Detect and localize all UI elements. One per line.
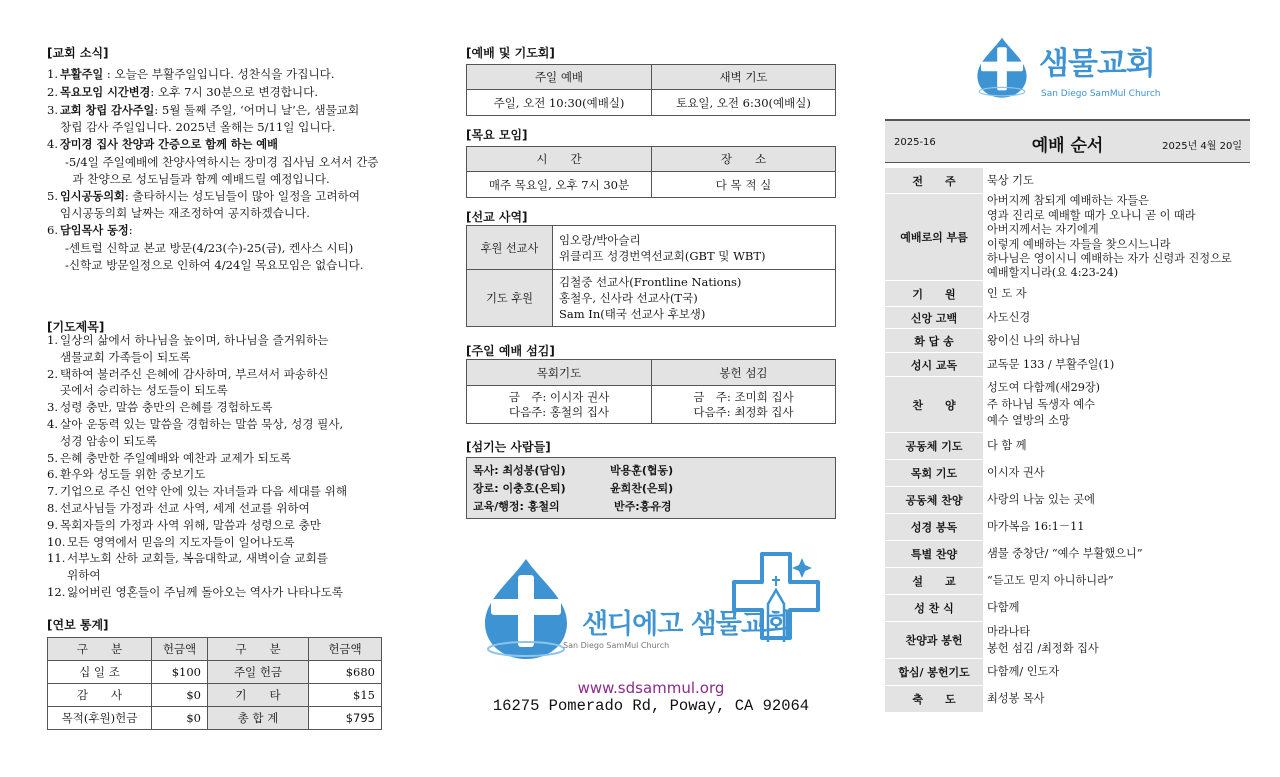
order-value-line: 왕이신 나의 하나님 xyxy=(987,333,1081,347)
order-label: 기 원 xyxy=(885,281,983,307)
news-line xyxy=(47,222,417,240)
worship-value: 주일, 오전 10:30(예배실) xyxy=(467,90,652,116)
order-value xyxy=(983,194,1250,281)
duty-line: 다음주: 홍철의 집사 xyxy=(508,404,610,419)
offering-table xyxy=(47,637,382,730)
prayer-item xyxy=(47,500,417,517)
news-title: [교회 소식] xyxy=(47,46,109,60)
prayer-line: 성경 암송이 되도록 xyxy=(60,433,157,448)
news-label: 목요모임 시간변경 xyxy=(60,85,151,99)
bulletin-date: 2025년 4월 20일 xyxy=(1162,141,1242,152)
worship-prayer-table xyxy=(466,64,836,116)
mission-line: 위클리프 성경번역선교회(GBT 및 WBT) xyxy=(559,248,766,263)
news-item xyxy=(47,66,417,84)
news-line xyxy=(47,188,417,206)
order-value xyxy=(983,281,1250,307)
prayer-number: 5. xyxy=(47,450,59,465)
offering-cell: 감 사 xyxy=(48,684,152,707)
offering-title: [연보 통계] xyxy=(47,618,109,632)
order-value-line: 성도여 다함께(새29장) xyxy=(987,381,1100,395)
duty-header: 봉헌 섬김 xyxy=(652,360,836,386)
prayer-line: 목회자들의 가정과 사역 위해, 말씀과 성령으로 충만 xyxy=(60,517,321,532)
order-value xyxy=(983,460,1250,487)
order-value-line: 이렇게 예배하는 자들을 찾으시느니라 xyxy=(987,237,1171,251)
bottom-logo-name: 샌디에고 샘물교회 xyxy=(582,609,792,640)
prayer-number: 12. xyxy=(47,584,66,599)
news-sub-line: -5/4일 주일예배에 찬양사역하시는 장미경 집사님 오셔서 간증 xyxy=(65,154,379,169)
order-label: 성 찬 식 xyxy=(885,595,983,622)
order-title: 예배 순서 xyxy=(1031,136,1104,156)
news-number: 4. xyxy=(47,137,59,152)
offering-header: 구 분 xyxy=(48,638,152,661)
offering-cell: 기 타 xyxy=(208,684,309,707)
worship-header: 주일 예배 xyxy=(467,65,652,90)
news-label: 장미경 집사 찬양과 간증으로 함께 하는 예배 xyxy=(60,138,278,152)
order-value-line: 예배할지니라(요 4:23-24) xyxy=(987,266,1119,280)
news-line xyxy=(47,102,417,120)
order-label: 성경 봉독 xyxy=(885,514,983,541)
order-row xyxy=(885,622,1250,659)
order-label: 특별 찬양 xyxy=(885,541,983,568)
order-value xyxy=(983,622,1250,659)
order-row xyxy=(885,541,1250,568)
servants-title: [섬기는 사람들] xyxy=(466,440,551,454)
prayer-title: [기도제목] xyxy=(47,320,105,334)
water-drop-cross-icon xyxy=(969,34,1035,100)
news-sub-line: -센트럴 신학교 본교 방문(4/23(수)-25(금), 켄사스 시티) xyxy=(65,240,354,255)
order-label: 신앙 고백 xyxy=(885,307,983,329)
servant-name: 교육/행정: 홍철의 xyxy=(473,500,560,513)
prayer-item xyxy=(47,450,417,467)
offering-total-value: $795 xyxy=(309,707,382,730)
news-text: : 오후 7시 30분으로 변경합니다. xyxy=(150,84,319,99)
news-item xyxy=(47,188,417,223)
order-label: 예배로의 부름 xyxy=(885,194,983,281)
order-value xyxy=(983,541,1250,568)
order-label: 축 도 xyxy=(885,686,983,713)
bulletin-number: 2025-16 xyxy=(894,137,936,148)
servant-name: 윤희찬(은퇴) xyxy=(610,482,674,495)
prayer-item xyxy=(47,466,417,483)
mission-table xyxy=(466,225,836,327)
order-value-line: 봉헌 섬김 /최정화 집사 xyxy=(987,641,1099,655)
thursday-header: 시 간 xyxy=(467,147,652,172)
order-list xyxy=(885,168,1250,713)
thursday-title: [목요 모임] xyxy=(466,128,528,142)
prayer-line: 위하여 xyxy=(67,568,101,583)
prayer-number: 10. xyxy=(47,534,66,549)
thursday-table xyxy=(466,146,836,198)
prayer-number: 4. xyxy=(47,416,59,431)
order-label: 찬 양 xyxy=(885,377,983,433)
prayer-number: 8. xyxy=(47,500,59,515)
news-number: 5. xyxy=(47,188,59,203)
news-number: 3. xyxy=(47,102,59,117)
service-duty-table xyxy=(466,359,836,424)
church-address: 16275 Pomerado Rd, Poway, CA 92064 xyxy=(492,697,810,715)
order-row xyxy=(885,377,1250,433)
prayer-number: 11. xyxy=(47,551,66,566)
mission-label: 후원 선교사 xyxy=(467,226,553,270)
worship-header: 새벽 기도 xyxy=(652,65,836,90)
order-value-line: 아버지께서는 자기에게 xyxy=(987,223,1099,237)
prayer-item xyxy=(47,399,417,416)
offering-cell: $0 xyxy=(152,707,208,730)
order-value-line: 교독문 133 / 부활주일(1) xyxy=(987,357,1115,371)
order-row xyxy=(885,307,1250,329)
mission-line: 김철중 선교사(Frontline Nations) xyxy=(559,275,742,289)
news-text: : 5월 둘째 주일, ‘어머니 날’은, 샘물교회 xyxy=(154,102,360,117)
prayer-line: 기업으로 주신 언약 안에 있는 자녀들과 다음 세대를 위해 xyxy=(60,484,348,499)
servant-name: 박용훈(협동) xyxy=(610,464,674,477)
order-value xyxy=(983,568,1250,595)
news-text: : 오늘은 부활주일입니다. 성찬식을 가집니다. xyxy=(103,67,335,81)
news-item xyxy=(47,102,417,137)
prayer-item xyxy=(47,584,417,601)
prayer-item xyxy=(47,416,417,450)
order-label: 찬양과 봉헌 xyxy=(885,622,983,659)
order-value-line: 다 함 께 xyxy=(987,439,1027,453)
mission-label: 기도 후원 xyxy=(467,270,553,327)
news-item xyxy=(47,136,417,187)
church-logo-top xyxy=(969,32,1229,104)
mission-line: 임오랑/박아슬리 xyxy=(559,232,641,247)
order-row xyxy=(885,487,1250,514)
offering-cell: 주일 헌금 xyxy=(208,661,309,684)
order-row xyxy=(885,194,1250,281)
offering-cell: $15 xyxy=(309,684,382,707)
order-value-line: 마라나타 xyxy=(987,625,1031,638)
prayer-line: 샘물교회 가족들이 되도록 xyxy=(60,349,191,364)
duty-header: 목회기도 xyxy=(467,360,652,386)
order-row xyxy=(885,353,1250,377)
prayer-item xyxy=(47,534,417,551)
prayer-line: 은혜 충만한 주일예배와 예찬과 교제가 되도록 xyxy=(60,450,292,465)
order-value xyxy=(983,307,1250,329)
servants-box xyxy=(466,457,836,519)
offering-header: 헌금액 xyxy=(309,638,382,661)
offering-cell: 목적(후원)헌금 xyxy=(48,707,152,730)
order-label: 설 교 xyxy=(885,568,983,595)
prayer-number: 2. xyxy=(47,366,59,381)
order-row xyxy=(885,460,1250,487)
news-line xyxy=(47,66,417,84)
offering-total-label: 총 합 계 xyxy=(208,707,309,730)
order-value-line: 묵상 기도 xyxy=(987,173,1034,187)
news-number: 1. xyxy=(47,67,59,81)
order-value-line: 주 하나님 독생자 예수 xyxy=(987,397,1095,411)
order-header xyxy=(885,119,1250,163)
prayer-line: 선교사님들 가정과 선교 사역, 세계 선교를 위하여 xyxy=(60,500,310,515)
prayer-line: 모든 영역에서 믿음의 지도자들이 일어나도록 xyxy=(67,534,295,549)
duty-line: 다음주: 최정화 집사 xyxy=(693,404,794,419)
order-row xyxy=(885,659,1250,686)
order-value xyxy=(983,595,1250,622)
worship-value: 토요일, 오전 6:30(예배실) xyxy=(652,90,836,116)
duty-line: 금 주: 조미희 집사 xyxy=(693,389,794,404)
prayer-line: 일상의 삶에서 하나님을 높이며, 하나님을 즐거워하는 xyxy=(60,333,329,347)
servant-name: 목사: 최성봉(담임) xyxy=(473,464,566,477)
news-line xyxy=(47,136,417,154)
order-value-line: 샘물 중창단/ “예수 부활했으니” xyxy=(987,547,1143,561)
order-value-line: 다함께 xyxy=(987,601,1020,615)
news-text: : xyxy=(128,223,133,238)
order-label: 공동체 기도 xyxy=(885,433,983,460)
news-sub-line: 창립 감사 주일입니다. 2025년 올해는 5/11일 입니다. xyxy=(60,120,336,135)
order-value-line: 영과 진리로 예배할 때가 오나니 곧 이 때라 xyxy=(987,208,1196,222)
prayer-line: 곳에서 승리하는 성도들이 되도록 xyxy=(60,383,228,398)
order-value xyxy=(983,377,1250,433)
thursday-header: 장 소 xyxy=(652,147,836,172)
prayer-line: 서부노회 산하 교회들, 복음대학교, 새벽이슬 교회를 xyxy=(67,551,328,566)
news-text: : 출타하시는 성도님들이 많아 일정을 고려하여 xyxy=(124,188,360,203)
order-label: 공동체 찬양 xyxy=(885,487,983,514)
order-row xyxy=(885,595,1250,622)
church-logo-large xyxy=(466,548,836,668)
website-link[interactable]: www.sdsammul.org xyxy=(577,679,725,697)
prayer-list xyxy=(47,332,417,601)
prayer-item xyxy=(47,483,417,500)
prayer-item xyxy=(47,550,417,584)
order-row xyxy=(885,514,1250,541)
order-value-line: 예수 열방의 소망 xyxy=(987,414,1070,428)
order-label: 성시 교독 xyxy=(885,353,983,377)
mission-line: Sam In(태국 선교사 후보생) xyxy=(559,307,706,321)
news-label: 부활주일 xyxy=(60,68,104,81)
order-value-line: 다함께/ 인도자 xyxy=(987,665,1060,679)
news-sub-line: 임시공동의회 날짜는 재조정하여 공지하겠습니다. xyxy=(60,206,310,221)
service-duty-title: [주일 예배 섬김] xyxy=(466,344,555,358)
order-row xyxy=(885,329,1250,353)
news-item xyxy=(47,222,417,273)
prayer-line: 잃어버린 영혼들이 주님께 돌아오는 역사가 나타나도록 xyxy=(67,584,344,599)
mission-line: 홍철우, 신사라 선교사(T국) xyxy=(559,291,698,305)
news-number: 6. xyxy=(47,223,59,238)
news-label: 임시공동의회 xyxy=(60,189,125,203)
order-value-line: 아버지께 참되게 예배하는 자들은 xyxy=(987,194,1149,208)
prayer-line: 환우와 성도들 위한 중보기도 xyxy=(60,467,206,482)
prayer-line: 택하여 불러주신 은혜에 감사하며, 부르셔서 파송하신 xyxy=(60,366,329,381)
prayer-number: 1. xyxy=(47,333,59,347)
mission-cell xyxy=(553,270,836,327)
order-value xyxy=(983,514,1250,541)
offering-cell: $0 xyxy=(152,684,208,707)
prayer-line: 살아 운동력 있는 말씀을 경험하는 말씀 묵상, 성경 필사, xyxy=(60,416,344,431)
order-value-line: 마가복음 16:1－11 xyxy=(987,520,1085,534)
order-label: 전 주 xyxy=(885,168,983,194)
order-row xyxy=(885,168,1250,194)
news-number: 2. xyxy=(47,84,59,99)
duty-cell xyxy=(467,386,652,424)
servant-name: 장로: 이충호(은퇴) xyxy=(473,482,566,495)
prayer-number: 7. xyxy=(47,484,59,499)
mission-title: [선교 사역] xyxy=(466,210,528,224)
thursday-value: 다 목 적 실 xyxy=(652,172,836,198)
order-row xyxy=(885,281,1250,307)
order-value xyxy=(983,659,1250,686)
news-label: 교회 창립 감사주일 xyxy=(60,103,155,117)
order-value-line: 사도신경 xyxy=(987,310,1031,324)
news-sub-line: 과 찬양으로 성도님들과 함께 예배드릴 예정입니다. xyxy=(65,171,330,186)
order-row xyxy=(885,568,1250,595)
news-label: 담임목사 동정 xyxy=(60,224,129,238)
order-value xyxy=(983,353,1250,377)
news-sub-line: -신학교 방문일정으로 인하여 4/24일 목요모임은 없습니다. xyxy=(65,257,364,272)
prayer-number: 6. xyxy=(47,467,59,482)
order-row xyxy=(885,433,1250,460)
bottom-logo-english: San Diego SamMul Church xyxy=(563,641,670,650)
prayer-number: 3. xyxy=(47,400,59,415)
offering-header: 구 분 xyxy=(208,638,309,661)
order-label: 합심/ 봉헌기도 xyxy=(885,659,983,686)
order-value-line: “듣고도 믿지 아니하니라” xyxy=(987,574,1114,588)
top-logo-name: 샘물교회 xyxy=(1039,46,1155,82)
order-value xyxy=(983,329,1250,353)
servant-name: 반주:홍유경 xyxy=(614,500,672,513)
worship-prayer-title: [예배 및 기도회] xyxy=(466,46,555,60)
order-value-line: 이시자 권사 xyxy=(987,466,1045,480)
order-value-line: 하나님은 영이시니 예배하는 자가 신령과 진정으로 xyxy=(987,251,1232,265)
order-label: 목회 기도 xyxy=(885,460,983,487)
order-row xyxy=(885,686,1250,713)
order-value-line: 최성봉 목사 xyxy=(987,692,1045,706)
prayer-number: 9. xyxy=(47,517,59,532)
order-value xyxy=(983,686,1250,713)
order-value xyxy=(983,487,1250,514)
mission-cell xyxy=(553,226,836,270)
news-item xyxy=(47,84,417,102)
order-value xyxy=(983,433,1250,460)
news-line xyxy=(47,84,417,102)
order-value-line: 인 도 자 xyxy=(987,286,1027,300)
order-value xyxy=(983,168,1250,194)
prayer-line: 성령 충만, 말씀 충만의 은혜를 경험하도록 xyxy=(60,400,273,415)
offering-cell: $680 xyxy=(309,661,382,684)
order-label: 화 답 송 xyxy=(885,329,983,353)
thursday-value: 매주 목요일, 오후 7시 30분 xyxy=(467,172,652,198)
top-logo-english: San Diego SamMul Church xyxy=(1041,89,1161,99)
duty-line: 금 주: 이시자 권사 xyxy=(508,389,610,404)
offering-cell: 십 일 조 xyxy=(48,661,152,684)
prayer-item xyxy=(47,517,417,534)
offering-header: 헌금액 xyxy=(152,638,208,661)
prayer-item xyxy=(47,366,417,400)
news-list xyxy=(47,66,417,274)
order-value-line: 사랑의 나눔 있는 곳에 xyxy=(987,493,1095,507)
offering-cell: $100 xyxy=(152,661,208,684)
prayer-item xyxy=(47,332,417,366)
duty-cell xyxy=(652,386,836,424)
